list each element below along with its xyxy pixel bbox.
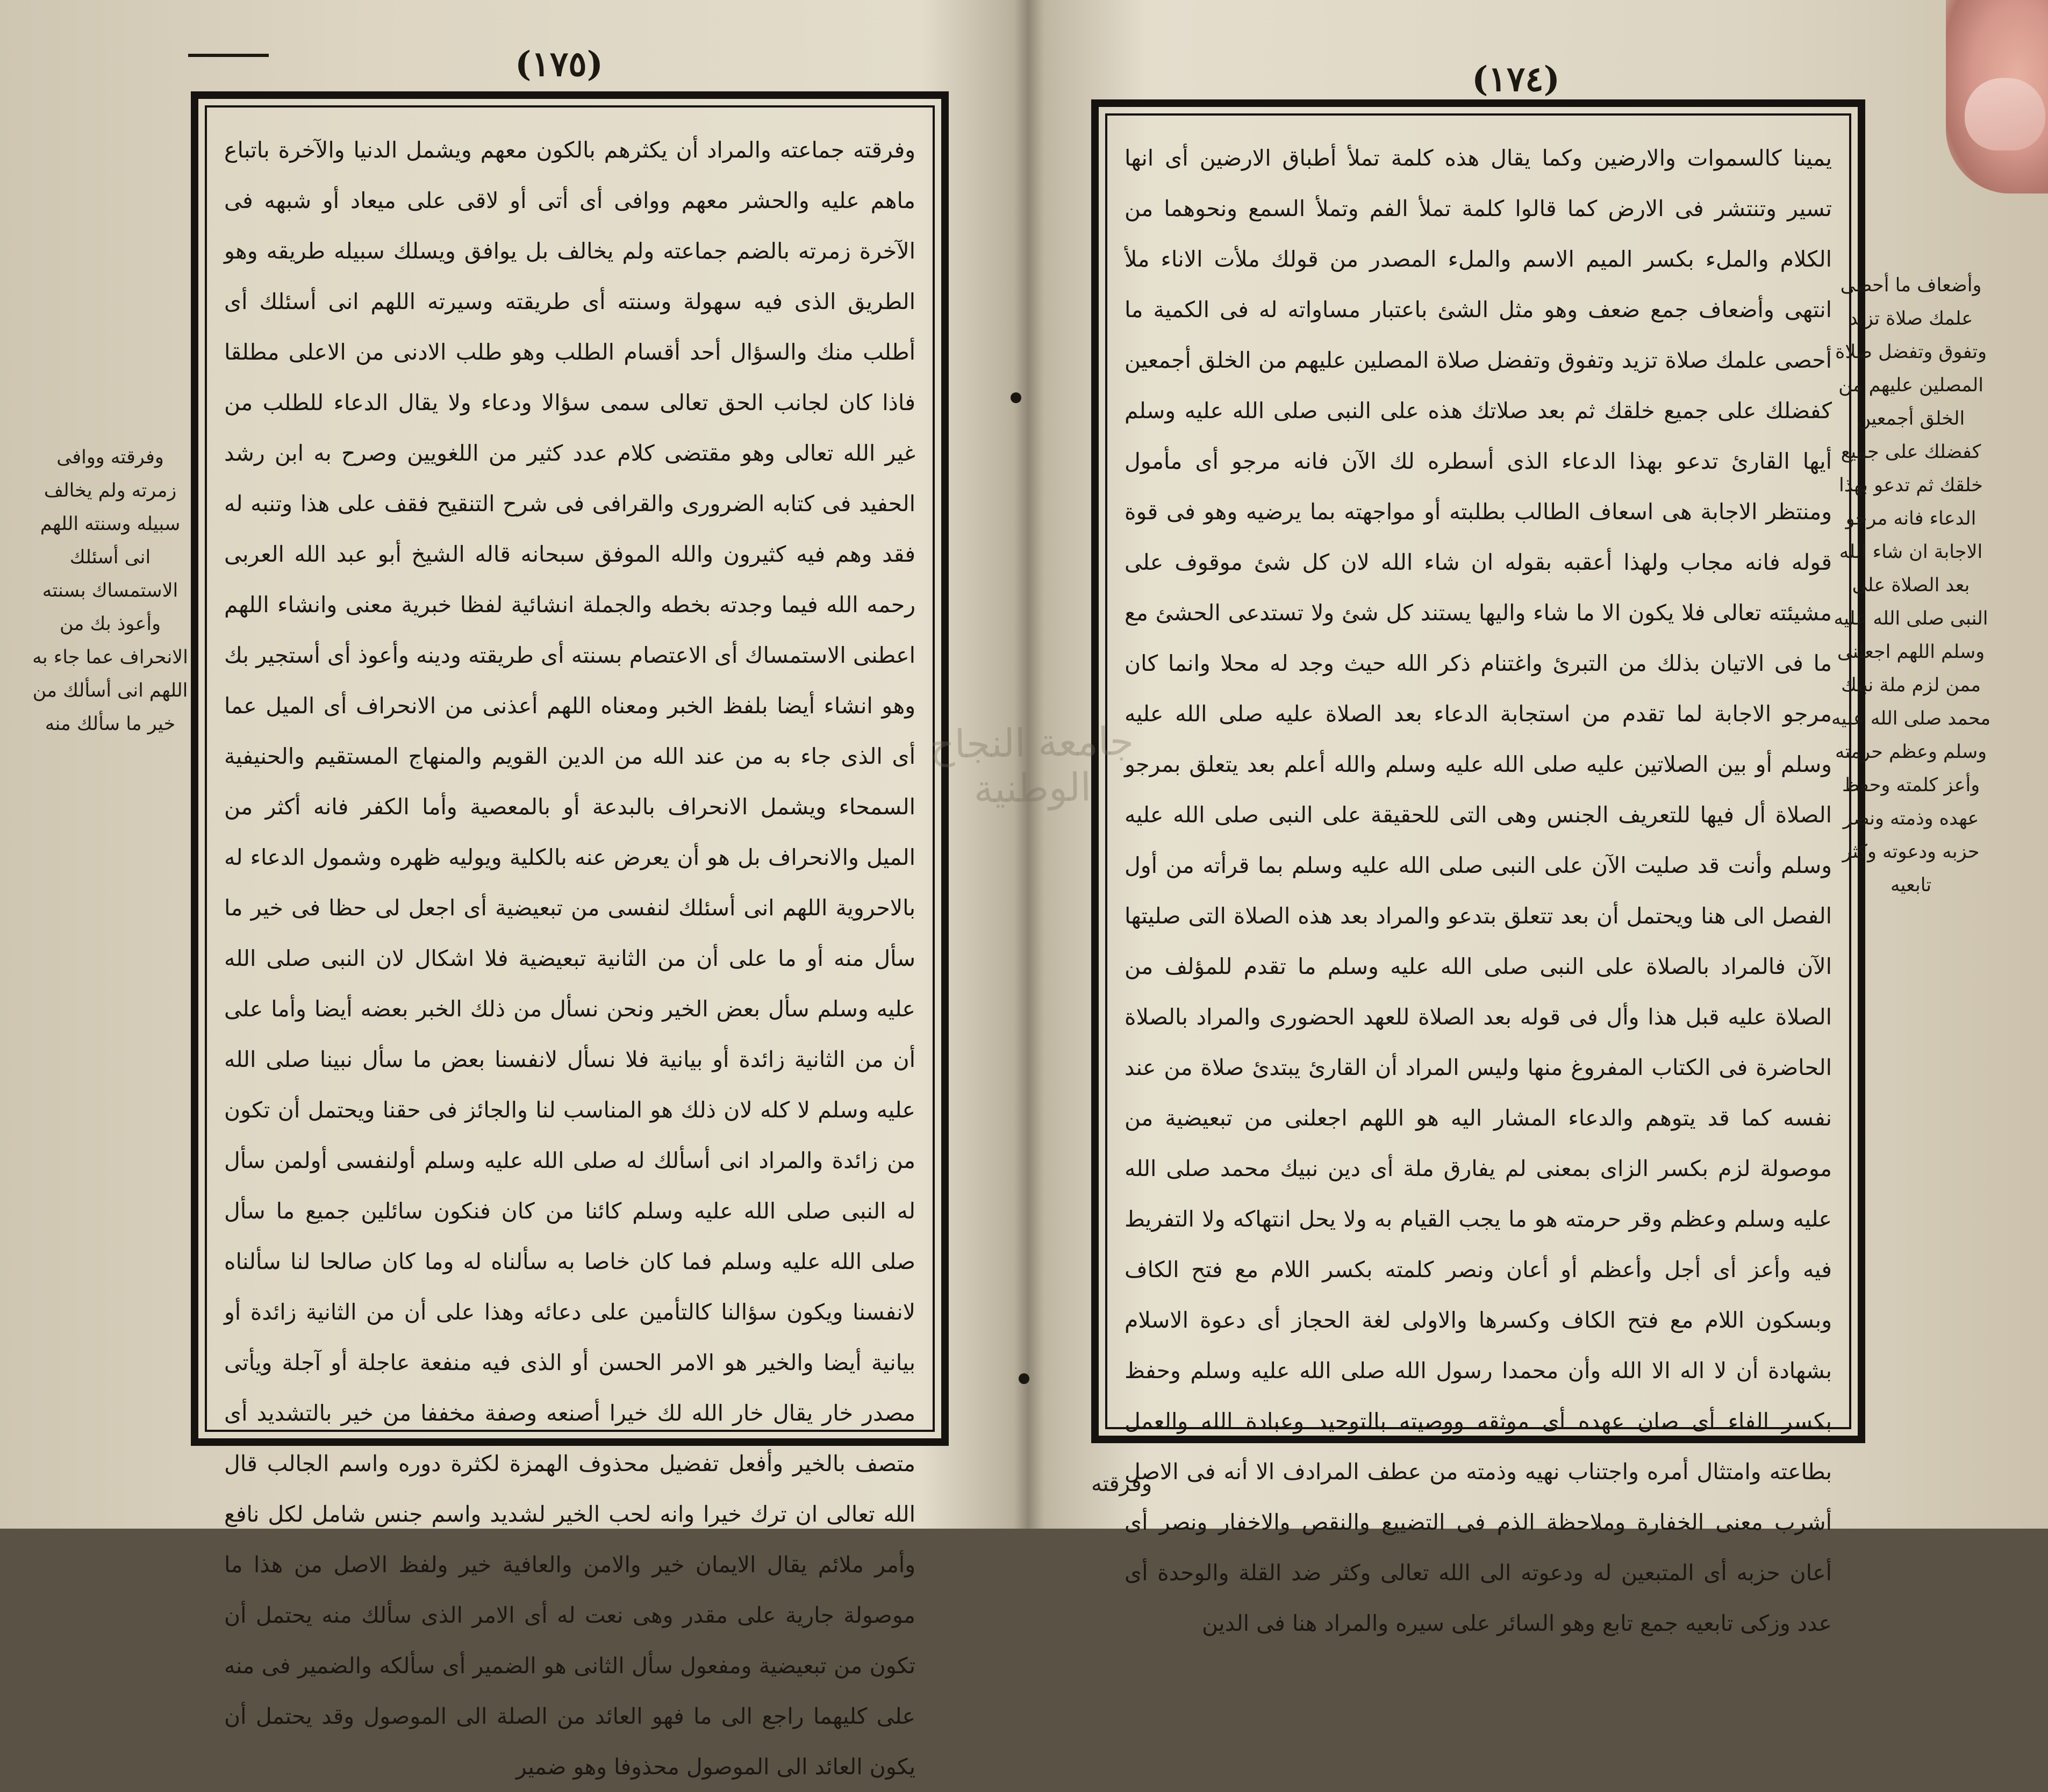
main-text-right [1125, 133, 1832, 1636]
page-number-left: (١٧٥) [515, 44, 603, 84]
thumbnail-nail [1965, 78, 2045, 150]
spine-hole [1019, 1373, 1029, 1384]
margin-note-right: وأضعاف ما أحصى علمك صلاة تزيد وتفوق وتفضل صلاة المصلين عليهم من الخلق أجمعين كفضلك على جميع خلقك ثم تدعو بهذا الدعاء فانه مرجو الاجابة ان شاء الله بعد الصلاة على النبى صلى الله عليه وسلم اللهم اجعلنى ممن لزم ملة نبيك محمد صلى الله عليه وسلم وعظم حرمته وأعز كلمته وحفظ عهده وذمته ونصر حزبه ودعوته وكثر تابعيه [1831, 275, 1991, 896]
spine-hole [1011, 392, 1021, 403]
margin-note-left: وفرقته ووافى زمرته ولم يخالف سبيله وسنته اللهم انى أسئلك الاستمساك بسنته وأعوذ بك من الانحراف عما جاء به اللهم انى أسألك من خير ما سألك منه [32, 447, 188, 735]
paragraph-left: وفرقته جماعته والمراد أن يكثرهم بالكون معهم ويشمل الدنيا والآخرة باتباع ماهم عليه والحشر معهم ووافى أى أتى أو لاقى على ميعاد أو شبهه فى الآخرة زمرته بالضم جماعته ولم يخالف بل يوافق ويسلك سبيله طريقه وهو الطريق الذى فيه سهولة وسنته أى طريقته وسيرته اللهم انى أسئلك أى أطلب منك والسؤال أحد أقسام الطلب وهو طلب الادنى من الاعلى مطلقا فاذا كان لجانب الحق تعالى سمى سؤالا ودعاء ولا يقال الدعاء للطلب من غير الله تعالى وهو مقتضى كلام عدد كثير من اللغويين وصرح به ابن رشد الحفيد فى كتابه الضرورى والقرافى فى شرح التنقيح فقف على هذا وتنبه له فقد وهم فيه كثيرون والله الموفق سبحانه قاله الشيخ أبو عبد الله العربى رحمه الله فيما وجدته بخطه والجملة انشائية لفظا خبرية معنى وانشاء اللهم اعطنى الاستمساك أى الاعتصام بسنته أى طريقته ودينه وأعوذ أى أستجير بك وهو انشاء أيضا بلفظ الخبر ومعناه اللهم أعذنى من الانحراف أى الميل عما أى الذى جاء به من عند الله من الدين القويم والمنهاج المستقيم والحنيفية السمحاء ويشمل الانحراف بالبدعة أو بالمعصية وأما الكفر فانه أكثر من الميل والانحراف بل هو أن يعرض عنه بالكلية ويوليه ظهره وشمول الدعاء له بالاحروية اللهم انى أسئلك لنفسى من تبعيضية أى اجعل لى حظا فى خير ما سأل منه أو ما على أن من الثانية تبعيضية فلا اشكال لان النبى صلى الله عليه وسلم سأل بعض الخير ونحن نسأل من ذلك الخبر بعضه أيضا وأما على أن من الثانية زائدة أو بيانية فلا نسأل لانفسنا بعض ما سأل نبينا صلى الله عليه وسلم لا كله لان ذلك هو المناسب لنا والجائز فى حقنا ويحتمل أن تكون من زائدة والمراد انى أسألك له صلى الله عليه وسلم أولنفسى أولمن سأل له النبى صلى الله عليه وسلم كائنا من كان فنكون سائلين جميع ما سأل صلى الله عليه وسلم فما كان خاصا به سألناه له وما كان صالحا لنا سألناه لانفسنا ويكون سؤالنا كالتأمين على دعائه وهذا على أن من الثانية زائدة أو بيانية أيضا والخير هو الامر الحسن أو الذى فيه منفعة عاجلة أو آجلة ويأتى مصدر خار يقال خار الله لك خيرا أصنعه وصفة مخففا من خير بالتشديد أى متصف بالخير وأفعل تفضيل محذوف الهمزة لكثرة دوره واسم الجالب قال الله تعالى ان ترك خيرا وانه لحب الخير لشديد واسم جنس شامل لكل نافع وأمر ملائم يقال الايمان خير والامن والعافية خير ولفظ الاصل من هذا ما موصولة جارية على مقدر وهى نعت له أى الامر الذى سألك منه يحتمل أن تكون من تبعيضية ومفعول سأل الثانى هو الضمير أى سألكه والضمير فى منه على كليهما راجع الى ما فهو العائد من الصلة الى الموصول وقد يحتمل أن يكون العائد الى الموصول محذوفا وهو ضمير [224, 137, 915, 1780]
page-number-right: (١٧٤) [1472, 59, 1560, 99]
library-watermark: جامعة النجاح الوطنية [929, 718, 1134, 812]
paragraph-right: يمينا كالسموات والارضين وكما يقال هذه كلمة تملأ أطباق الارضين أى انها تسير وتنتشر فى الارض كما قالوا كلمة تملأ الفم وتملأ السمع ونحوهما من الكلام والملء بكسر الميم الاسم والملء المصدر من قولك ملأت الاناء ملأ انتهى وأضعاف جمع ضعف وهو مثل الشئ باعتبار مساواته له فى الكمية ما أحصى علمك صلاة تزيد وتفوق وتفضل صلاة المصلين عليهم من الخلق أجمعين كفضلك على جميع خلقك ثم بعد صلاتك هذه على النبى صلى الله عليه وسلم أيها القارئ تدعو بهذا الدعاء الذى أسطره لك الآن فانه مرجو أى مأمول ومنتظر الاجابة هى اسعاف الطالب بطلبته أو مواجهته بما يرضيه وهو فى قوة قوله فانه مجاب ولهذا أعقبه بقوله ان شاء الله لان كل شئ موقوف على مشيئته تعالى فلا يكون الا ما شاء واليها يستند كل شئ ولا تستدعى الحشئ مع ما فى الاتيان بذلك من التبرئ واغتنام ذكر الله حيث وجد له محلا وانما كان مرجو الاجابة لما تقدم من استجابة الدعاء بعد الصلاة عليه صلى الله عليه وسلم أو بين الصلاتين عليه صلى الله عليه وسلم والله أعلم بعد يتعلق بمرجو الصلاة أل فيها للتعريف الجنس وهى التى للحقيقة على النبى صلى الله عليه وسلم وأنت قد صليت الآن على النبى صلى الله عليه وسلم بما قرأته من أول الفصل الى هنا ويحتمل أن بعد تتعلق بتدعو والمراد بعد هذه الصلاة التى صليتها الآن فالمراد بالصلاة على النبى صلى الله عليه وسلم ما تقدم للمؤلف من الصلاة عليه قبل هذا وأل فى قوله بعد الصلاة للعهد الحضورى والمراد بالصلاة الحاضرة فى الكتاب المفروغ منها وليس المراد أن القارئ يبتدئ صلاة من عند نفسه كما قد يتوهم والدعاء المشار اليه هو اللهم اجعلنى من تبعيضية من موصولة لزم بكسر الزاى بمعنى لم يفارق ملة أى دين نبيك محمد صلى الله عليه وسلم وعظم وقر حرمته هو ما يجب القيام به ولا يحل انتهاكه ولا التفريط فيه وأعز أى أجل وأعظم أو أعان ونصر كلمته بكسر اللام مع فتح الكاف وبسكون اللام مع فتح الكاف وكسرها والاولى لغة الحجاز أى دعوة الاسلام بشهادة أن لا اله الا الله وأن محمدا رسول الله صلى الله عليه وسلم وحفظ بكسر الفاء أى صان عهده أى موثقه ووصيته بالتوحيد وعبادة الله والعمل بطاعته وامتثال أمره واجتناب نهيه وذمته من عطف المرادف الا أنه فى الاصل أشرب معنى الخفارة وملاحظة الذم فى التضييع والنقص والاخفار ونصر أى أعان حزبه أى المتبعين له ودعوته الى الله تعالى وكثر ضد القلة والوحدة أى عدد وزكى تابعيه جمع تابع وهو السائر على سيره والمراد هنا فى الدين [1125, 145, 1832, 1636]
left-page [0, 0, 1013, 1780]
main-text-left [224, 125, 915, 1780]
catchword: وفرقته [1091, 1472, 1152, 1496]
corner-rule [188, 54, 269, 57]
text-frame-left [191, 91, 949, 1780]
